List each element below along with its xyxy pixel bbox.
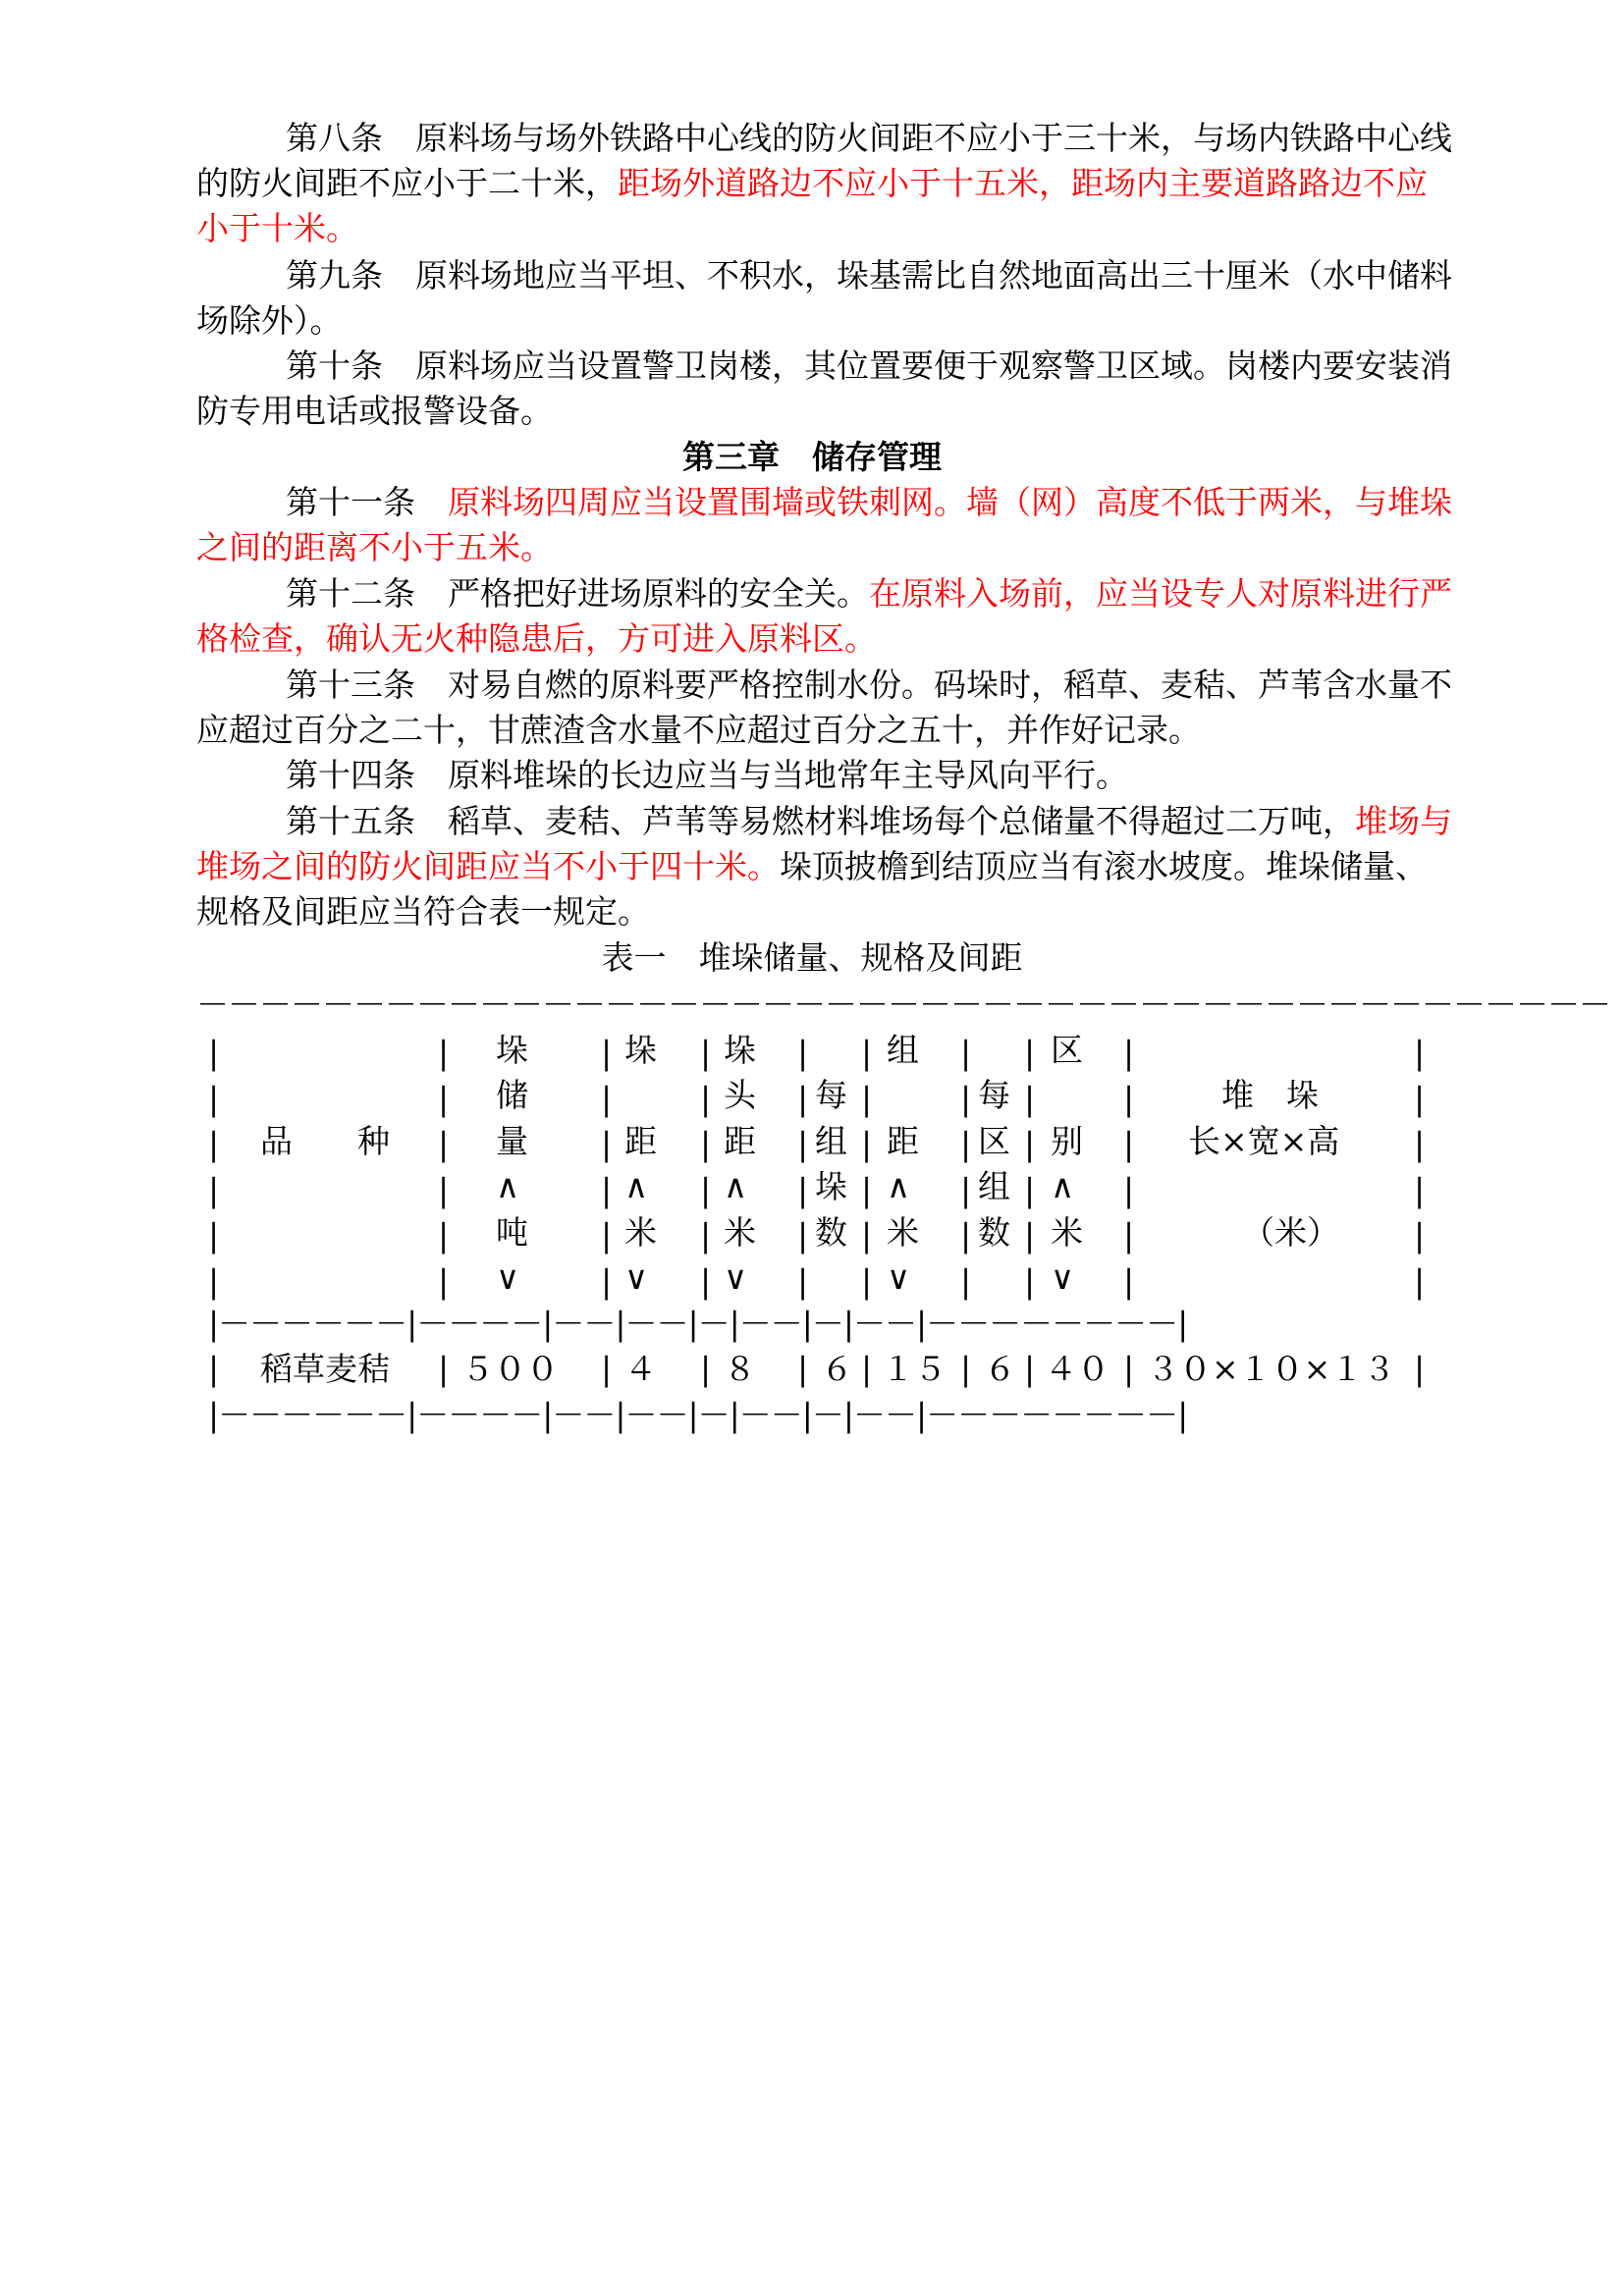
header-col4-4: 米 — [724, 1213, 756, 1252]
art10-line2: 防专用电话或报警设备。 — [196, 392, 553, 430]
header-bar-3: | | | | | | — [601, 1034, 613, 1301]
header-col8-3: ∧ — [1051, 1167, 1075, 1205]
art8-line2 — [196, 164, 1473, 203]
header-col6-5: ∨ — [887, 1258, 911, 1297]
header-col5-3: 垛 — [815, 1167, 847, 1205]
art9-line2: 场除外）。 — [196, 301, 343, 340]
header-col5-1: 每 — [815, 1076, 847, 1114]
row1-size: ３０×１０×１３ — [1147, 1350, 1396, 1388]
art15-line3: 规格及间距应当符合表一规定。 — [196, 892, 650, 931]
header-col8-5: ∨ — [1051, 1258, 1075, 1297]
art12-line1-black: 第十二条 严格把好进场原料的安全关。 — [286, 574, 869, 613]
header-col7-3: 组 — [978, 1167, 1010, 1205]
row1-bar-9: | — [1123, 1350, 1135, 1388]
table-separator-1: |－－－－－－|－－－－|－－|－－|－|－－|－|－－|－－－－－－－－| — [208, 1305, 1188, 1343]
header-col4-1: 头 — [724, 1076, 756, 1114]
header-col8-0: 区 — [1051, 1031, 1083, 1069]
header-col4-3: ∧ — [724, 1167, 748, 1205]
art9-line1: 第九条 原料场地应当平坦、不积水，垛基需比自然地面高出三十厘米（水中储料 — [286, 256, 1452, 294]
header-bar-left: | | | | | | — [208, 1034, 220, 1301]
row1-bar-5: | — [797, 1350, 809, 1388]
header-col9-line2: 长×宽×高 — [1188, 1122, 1340, 1160]
row1-bar-2: | — [438, 1350, 450, 1388]
table-separator-2: |－－－－－－|－－－－|－－|－－|－|－－|－|－－|－－－－－－－－| — [208, 1396, 1188, 1434]
art10-line1: 第十条 原料场应当设置警卫岗楼，其位置要便于观察警卫区域。岗楼内要安装消 — [286, 347, 1452, 385]
art8-line2-red: 距场外道路边不应小于十五米，距场内主要道路路边不应 — [618, 164, 1428, 202]
header-col7-2: 区 — [978, 1122, 1010, 1160]
row1-group-gap: １５ — [882, 1350, 947, 1388]
header-bar-8: | | | | | | — [1024, 1034, 1036, 1301]
header-col3-4: 米 — [624, 1213, 657, 1252]
header-col7-4: 数 — [978, 1213, 1010, 1252]
art15-line2-red: 堆场之间的防火间距应当不小于四十米。 — [196, 847, 780, 885]
header-col3-0: 垛 — [624, 1031, 657, 1069]
art13-line2: 应超过百分之二十，甘蔗渣含水量不应超过百分之五十，并作好记录。 — [196, 711, 1201, 749]
header-col8-4: 米 — [1051, 1213, 1083, 1252]
art13-line1: 第十三条 对易自燃的原料要严格控制水份。码垛时，稻草、麦秸、芦苇含水量不 — [286, 666, 1452, 704]
header-col2-5: ∨ — [496, 1258, 520, 1297]
row1-bar-7: | — [960, 1350, 972, 1388]
header-bar-right: | | | | | | — [1414, 1034, 1426, 1301]
header-col-variety: 品 种 — [260, 1122, 390, 1160]
row1-bar-right: | — [1414, 1350, 1426, 1388]
header-bar-9: | | | | | | — [1123, 1034, 1135, 1301]
header-col2-4: 吨 — [496, 1213, 528, 1252]
art11-line2: 之间的距离不小于五米。 — [196, 528, 553, 566]
art15-line2-black: 垛顶披檐到结顶应当有滚水坡度。堆垛储量、 — [780, 847, 1428, 885]
row1-head-gap: ８ — [724, 1350, 756, 1388]
art15-line1 — [286, 802, 1562, 841]
header-col2-0: 垛 — [496, 1031, 528, 1069]
row1-bar-8: | — [1024, 1350, 1036, 1388]
row1-bar-left: | — [208, 1350, 220, 1388]
header-col3-3: ∧ — [624, 1167, 649, 1205]
table-top-rule: －－－－－－－－－－－－－－－－－－－－－－－－－－－－－－－－－－－－－－－－－－－－－ — [196, 986, 1610, 1024]
header-col4-0: 垛 — [724, 1031, 756, 1069]
art8-line3: 小于十米。 — [196, 209, 358, 247]
header-col6-4: 米 — [887, 1213, 919, 1252]
art11-line1-red: 原料场四周应当设置围墙或铁刺网。墙（网）高度不低于两米，与堆垛 — [448, 483, 1452, 521]
table-caption: 表一 堆垛储量、规格及间距 — [601, 938, 1023, 977]
row1-bar-3: | — [601, 1350, 613, 1388]
header-bar-6: | | | | | | — [861, 1034, 873, 1301]
row1-per-zone: ６ — [984, 1350, 1016, 1388]
header-col3-5: ∨ — [624, 1258, 649, 1297]
row1-bar-6: | — [861, 1350, 873, 1388]
art8-line1: 第八条 原料场与场外铁路中心线的防火间距不应小于三十米，与场内铁路中心线 — [286, 119, 1452, 157]
header-bar-4: | | | | | | — [700, 1034, 712, 1301]
art15-line1-red: 堆场与 — [1355, 802, 1452, 840]
header-col3-2: 距 — [624, 1122, 657, 1160]
art14-line1: 第十四条 原料堆垛的长边应当与当地常年主导风向平行。 — [286, 756, 1128, 794]
art11-label: 第十一条 — [286, 483, 448, 521]
header-col6-0: 组 — [887, 1031, 919, 1069]
header-col4-5: ∨ — [724, 1258, 748, 1297]
art12-line1-red: 在原料入场前，应当设专人对原料进行严 — [869, 574, 1452, 613]
header-col8-2: 别 — [1051, 1122, 1083, 1160]
header-bar-5: | | | | | | — [797, 1034, 809, 1301]
header-col2-1: 储 — [496, 1076, 528, 1114]
art15-line1-black: 第十五条 稻草、麦秸、芦苇等易燃材料堆场每个总储量不得超过二万吨， — [286, 802, 1355, 840]
header-col6-3: ∧ — [887, 1167, 911, 1205]
header-col7-1: 每 — [978, 1076, 1010, 1114]
header-col6-2: 距 — [887, 1122, 919, 1160]
chapter-heading: 第三章 储存管理 — [682, 438, 942, 476]
header-col4-2: 距 — [724, 1122, 756, 1160]
art12-line2: 格检查，确认无火种隐患后，方可进入原料区。 — [196, 619, 877, 658]
art15-line2 — [196, 847, 1473, 886]
art11-line1 — [286, 483, 1562, 522]
row1-name: 稻草麦秸 — [260, 1350, 390, 1388]
header-bar-7: | | | | | | — [960, 1034, 972, 1301]
header-col5-2: 组 — [815, 1122, 847, 1160]
header-col2-2: 量 — [496, 1122, 528, 1160]
header-col2-3: ∧ — [496, 1167, 520, 1205]
row1-storage: ５００ — [461, 1350, 559, 1388]
row1-zone-gap: ４０ — [1045, 1350, 1110, 1388]
row1-per-group: ６ — [821, 1350, 853, 1388]
row1-bar-4: | — [700, 1350, 712, 1388]
header-col9-line1: 堆 垛 — [1221, 1076, 1319, 1114]
header-col5-4: 数 — [815, 1213, 847, 1252]
header-bar-2: | | | | | | — [438, 1034, 450, 1301]
header-col9-line3: （米） — [1242, 1213, 1339, 1252]
art8-line2-black: 的防火间距不应小于二十米， — [196, 164, 618, 202]
art12-line1 — [286, 574, 1562, 614]
row1-gap: ４ — [624, 1350, 657, 1388]
